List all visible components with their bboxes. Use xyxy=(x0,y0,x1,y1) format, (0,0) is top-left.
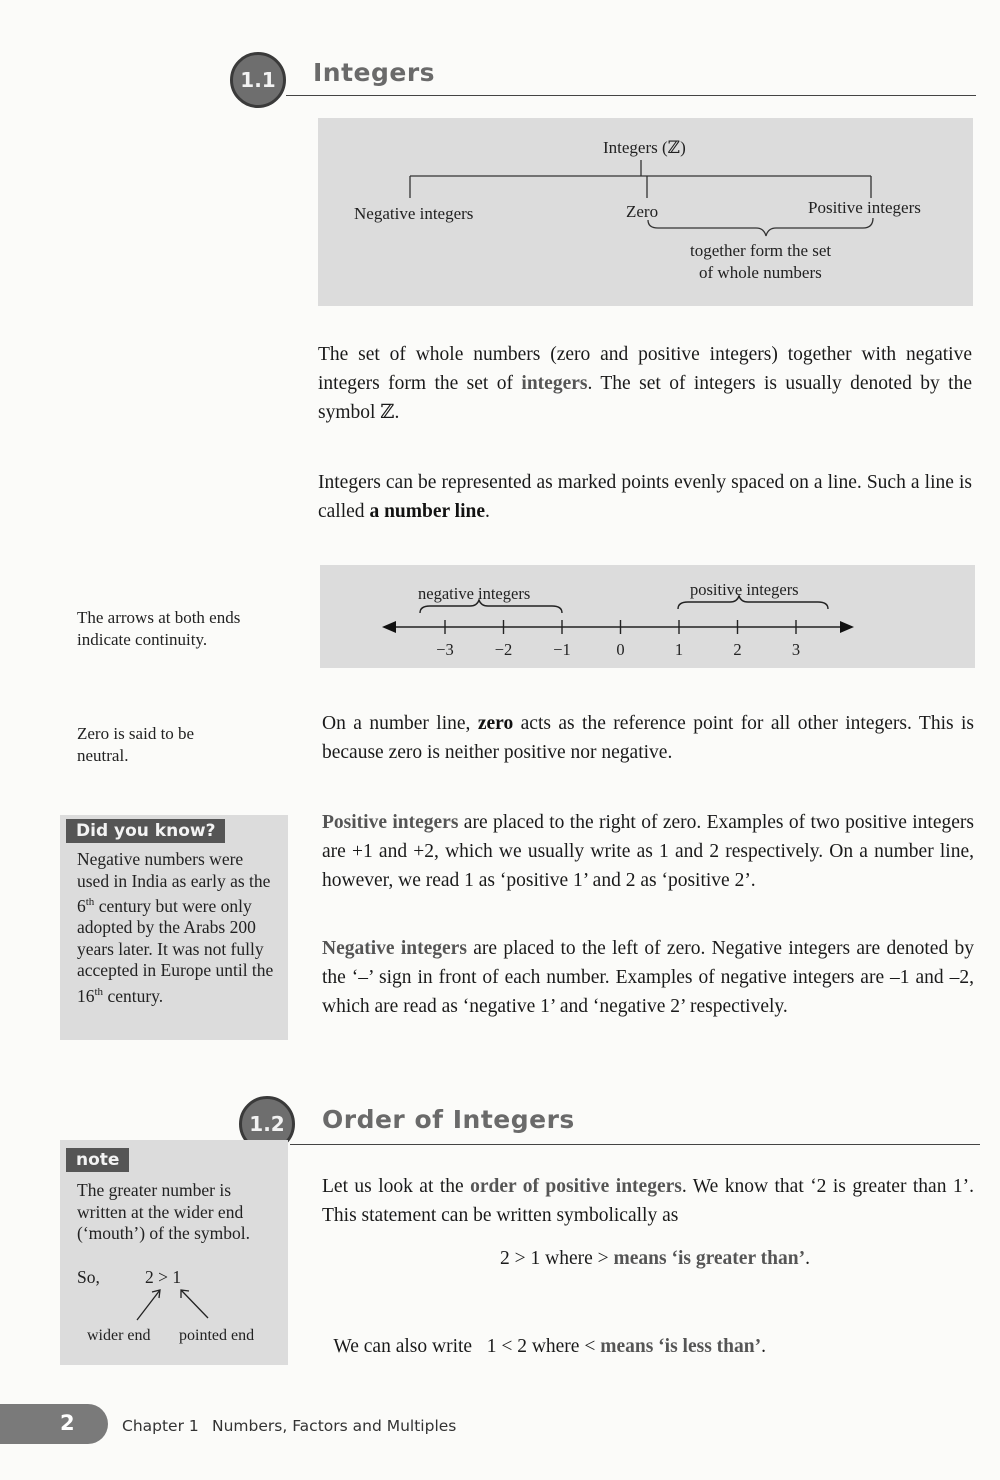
footer-chapter-title: Numbers, Factors and Multiples xyxy=(212,1417,457,1435)
tree-brace-note-2: of whole numbers xyxy=(699,263,822,282)
para1-text-b: . The set of integers is usually denoted by the symbol ℤ. xyxy=(318,373,972,423)
did-you-know-text xyxy=(77,849,277,1007)
tree-zero-label: Zero xyxy=(626,202,659,221)
para5-text: are placed to the left of zero. Negative integers are denoted by the ‘–’ sign in front of each number. Examples of negative integers are –1 and –2, which are read as ‘negative 1’ and ‘negative 2’ respectively. xyxy=(322,938,974,1017)
formula2-end: . xyxy=(761,1336,766,1357)
dyk-text-a: Negative numbers were used in India as early as the 6 xyxy=(77,849,271,916)
dyk-sup-1: th xyxy=(85,896,95,908)
number-line-tick-label: −1 xyxy=(553,640,571,659)
tree-negative-label: Negative integers xyxy=(354,204,474,223)
formula1-end: . xyxy=(805,1248,810,1269)
number-line-tick-label: 2 xyxy=(733,640,742,659)
para4-keyword: Positive integers xyxy=(322,812,459,833)
number-line-tick-label: 3 xyxy=(791,640,801,659)
note-box xyxy=(60,1140,288,1365)
para5-keyword: Negative integers xyxy=(322,938,467,959)
note-label: note xyxy=(66,1148,129,1172)
number-line-tick-label: 1 xyxy=(674,640,684,659)
number-line-tick-label: −3 xyxy=(436,640,454,659)
formula1-keyword: means ‘is greater than’ xyxy=(613,1248,806,1269)
number-line-tick-label: 0 xyxy=(616,640,625,659)
para1-text-a: The set of whole numbers (zero and positive integers) together with negative integers form the set of xyxy=(318,344,972,394)
footer-chapter: Chapter 1 xyxy=(122,1417,199,1435)
para2-keyword: a number line xyxy=(369,501,486,522)
negative-integers-label: negative integers xyxy=(418,584,531,603)
number-line-svg xyxy=(320,565,975,668)
section-rule xyxy=(286,95,976,96)
note-pointed-end: pointed end xyxy=(179,1327,255,1344)
paragraph-positive-integers xyxy=(322,808,974,895)
formula-less-than xyxy=(324,1303,766,1361)
para6-keyword: order of positive integers xyxy=(470,1176,682,1197)
note-text: The greater number is written at the wider end (‘mouth’) of the symbol. xyxy=(77,1180,251,1243)
dyk-text-b: century but were only adopted by the Arabs 200 years later. It was not fully accepted in Europe until the 16 xyxy=(77,895,274,1006)
section-title: Integers xyxy=(313,58,436,87)
formula1-expr: 2 > 1 where > xyxy=(500,1248,614,1269)
footer-page-tab xyxy=(0,1404,108,1444)
para2-text-a: Integers can be represented as marked points evenly spaced on a line. Such a line is called xyxy=(318,472,972,522)
para4-text: are placed to the right of zero. Examples of two positive integers are +1 and +2, which we usually write as 1 and 2 respectively. On a number line, however, we read 1 as ‘positive 1’ and 2 as ‘positive 2’. xyxy=(322,812,974,891)
formula2-keyword: means ‘is less than’ xyxy=(600,1336,762,1357)
positive-integers-label: positive integers xyxy=(690,580,799,599)
note-so: So, xyxy=(77,1267,100,1287)
section-number-badge xyxy=(230,52,286,108)
para3-keyword: zero xyxy=(477,713,514,734)
paragraph-number-line-intro xyxy=(318,468,972,526)
did-you-know-label: Did you know? xyxy=(66,819,225,843)
footer-page-number: 2 xyxy=(60,1411,75,1435)
tree-brace-note-1: together form the set xyxy=(690,241,832,260)
para1-keyword: integers xyxy=(521,373,588,394)
tree-root-label: Integers (ℤ) xyxy=(603,138,686,157)
dyk-text-c: century. xyxy=(103,985,164,1006)
number-line-tick-label: −2 xyxy=(494,640,513,659)
paragraph-zero xyxy=(322,709,974,767)
para6-text-b: . We know that ‘2 is greater than 1’. This statement can be written symbolically as xyxy=(322,1176,975,1226)
note-expr: 2 > 1 xyxy=(145,1267,182,1287)
section-number-2: 1.2 xyxy=(249,1112,285,1136)
paragraph-order-positive xyxy=(322,1172,974,1230)
tree-lines xyxy=(318,118,973,306)
paragraph-negative-integers xyxy=(322,934,974,1021)
section-rule-2 xyxy=(290,1144,980,1145)
formula-greater-than xyxy=(500,1244,810,1273)
paragraph-integers-definition xyxy=(318,340,972,427)
integers-tree-diagram xyxy=(318,118,973,306)
did-you-know-box xyxy=(60,815,288,1040)
section-title-2: Order of Integers xyxy=(322,1105,575,1134)
dyk-sup-2: th xyxy=(94,985,104,998)
formula2-text: We can also write 1 < 2 where < xyxy=(333,1336,601,1357)
para3-text-a: On a number line, xyxy=(322,713,478,734)
para3-text-b: acts as the reference point for all other integers. This is because zero is neither positive nor negative. xyxy=(322,713,974,763)
number-line-figure xyxy=(320,565,975,668)
section-number: 1.1 xyxy=(240,68,276,92)
para2-text-b: . xyxy=(485,501,490,522)
tree-positive-label: Positive integers xyxy=(808,198,921,217)
margin-note-arrows: The arrows at both ends indicate continuity. xyxy=(77,608,241,649)
para6-text-a: Let us look at the xyxy=(322,1176,471,1197)
note-wider-end: wider end xyxy=(87,1327,151,1344)
margin-note-zero: Zero is said to be neutral. xyxy=(77,724,195,765)
